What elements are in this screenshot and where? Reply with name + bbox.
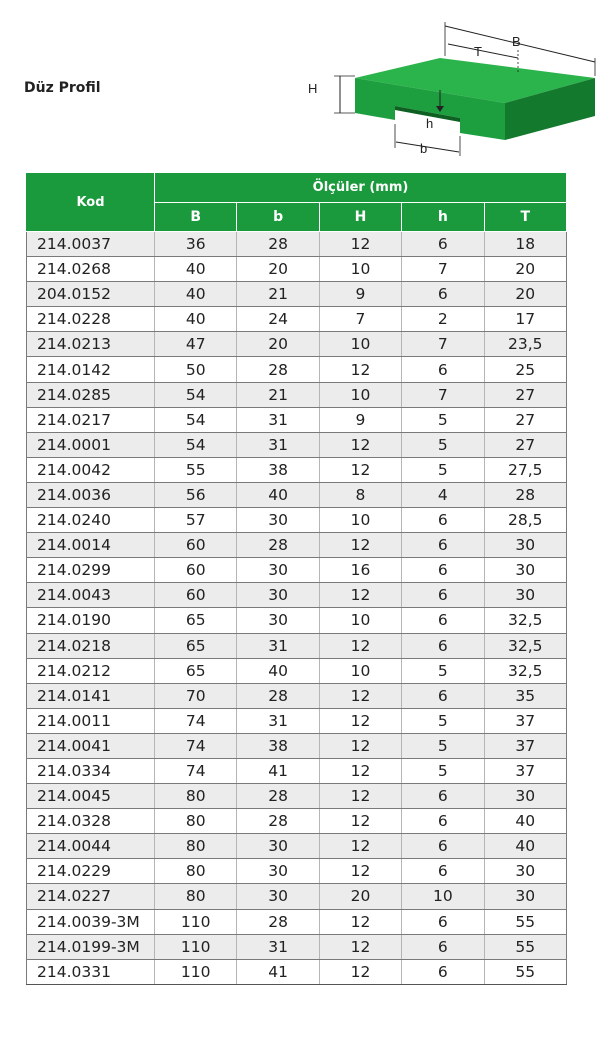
- cell-h: 7: [402, 332, 484, 357]
- cell-code: 214.0142: [27, 357, 155, 382]
- table-row: [27, 658, 567, 683]
- cell-T: 25: [484, 357, 566, 382]
- cell-B: 65: [155, 633, 237, 658]
- table-row: [27, 257, 567, 282]
- cell-h: 6: [402, 683, 484, 708]
- label-H: H: [308, 81, 318, 96]
- cell-T: 55: [484, 909, 566, 934]
- cell-b: 24: [237, 307, 319, 332]
- cell-b: 41: [237, 758, 319, 783]
- cell-h: 6: [402, 834, 484, 859]
- cell-code: 214.0014: [27, 533, 155, 558]
- cell-code: 214.0042: [27, 457, 155, 482]
- cell-H: 9: [319, 407, 401, 432]
- cell-B: 40: [155, 282, 237, 307]
- cell-H: 10: [319, 382, 401, 407]
- cell-H: 12: [319, 708, 401, 733]
- cell-T: 30: [484, 583, 566, 608]
- table-row: [27, 809, 567, 834]
- cell-h: 5: [402, 407, 484, 432]
- cell-B: 74: [155, 708, 237, 733]
- cell-B: 36: [155, 232, 237, 257]
- cell-h: 6: [402, 959, 484, 984]
- cell-code: 214.0268: [27, 257, 155, 282]
- cell-b: 30: [237, 508, 319, 533]
- cell-b: 20: [237, 332, 319, 357]
- cell-B: 80: [155, 859, 237, 884]
- label-h: h: [426, 116, 434, 131]
- cell-h: 6: [402, 909, 484, 934]
- cell-h: 5: [402, 457, 484, 482]
- cell-H: 10: [319, 257, 401, 282]
- table-row: [27, 758, 567, 783]
- header-col-T: T: [484, 202, 566, 232]
- cell-H: 12: [319, 959, 401, 984]
- header-col-b: b: [237, 202, 319, 232]
- cell-T: 28: [484, 482, 566, 507]
- cell-b: 21: [237, 382, 319, 407]
- cell-H: 12: [319, 583, 401, 608]
- cell-B: 47: [155, 332, 237, 357]
- table-row: [27, 533, 567, 558]
- cell-H: 20: [319, 884, 401, 909]
- header-group-dimensions: Ölçüler (mm): [155, 173, 567, 203]
- cell-T: 30: [484, 558, 566, 583]
- cell-h: 6: [402, 232, 484, 257]
- cell-h: 6: [402, 533, 484, 558]
- cell-B: 110: [155, 909, 237, 934]
- cell-code: 214.0227: [27, 884, 155, 909]
- cell-T: 37: [484, 758, 566, 783]
- cell-T: 27: [484, 407, 566, 432]
- cell-T: 40: [484, 809, 566, 834]
- cell-H: 12: [319, 533, 401, 558]
- cell-b: 28: [237, 533, 319, 558]
- cell-H: 12: [319, 357, 401, 382]
- cell-B: 80: [155, 784, 237, 809]
- cell-B: 70: [155, 683, 237, 708]
- cell-H: 12: [319, 232, 401, 257]
- cell-code: 204.0152: [27, 282, 155, 307]
- cell-H: 10: [319, 658, 401, 683]
- cell-h: 6: [402, 583, 484, 608]
- cell-b: 30: [237, 884, 319, 909]
- cell-b: 28: [237, 683, 319, 708]
- cell-T: 23,5: [484, 332, 566, 357]
- cell-code: 214.0001: [27, 432, 155, 457]
- table-row: [27, 357, 567, 382]
- cell-h: 6: [402, 809, 484, 834]
- cell-B: 80: [155, 809, 237, 834]
- table-row: [27, 683, 567, 708]
- label-B: B: [512, 34, 521, 49]
- cell-code: 214.0218: [27, 633, 155, 658]
- table-row: [27, 457, 567, 482]
- cell-h: 6: [402, 357, 484, 382]
- cell-H: 12: [319, 859, 401, 884]
- cell-h: 5: [402, 733, 484, 758]
- profile-diagram: [300, 18, 600, 168]
- cell-H: 10: [319, 332, 401, 357]
- cell-h: 5: [402, 708, 484, 733]
- cell-b: 41: [237, 959, 319, 984]
- cell-T: 55: [484, 934, 566, 959]
- cell-code: 214.0041: [27, 733, 155, 758]
- cell-B: 55: [155, 457, 237, 482]
- header-col-H: H: [319, 202, 401, 232]
- cell-T: 32,5: [484, 608, 566, 633]
- table-row: [27, 482, 567, 507]
- cell-B: 110: [155, 959, 237, 984]
- cell-code: 214.0039-3M: [27, 909, 155, 934]
- cell-b: 38: [237, 733, 319, 758]
- header-col-h: h: [402, 202, 484, 232]
- cell-code: 214.0037: [27, 232, 155, 257]
- cell-h: 6: [402, 934, 484, 959]
- cell-T: 18: [484, 232, 566, 257]
- cell-B: 50: [155, 357, 237, 382]
- table-row: [27, 708, 567, 733]
- cell-b: 30: [237, 583, 319, 608]
- cell-b: 40: [237, 658, 319, 683]
- cell-code: 214.0212: [27, 658, 155, 683]
- cell-T: 30: [484, 784, 566, 809]
- table-row: [27, 959, 567, 984]
- cell-T: 17: [484, 307, 566, 332]
- table-row: [27, 432, 567, 457]
- table-row: [27, 558, 567, 583]
- cell-b: 28: [237, 232, 319, 257]
- cell-H: 12: [319, 909, 401, 934]
- table-row: [27, 784, 567, 809]
- cell-b: 28: [237, 909, 319, 934]
- cell-code: 214.0217: [27, 407, 155, 432]
- cell-b: 30: [237, 859, 319, 884]
- cell-B: 74: [155, 758, 237, 783]
- cell-B: 65: [155, 658, 237, 683]
- cell-b: 20: [237, 257, 319, 282]
- cell-h: 6: [402, 558, 484, 583]
- cell-B: 40: [155, 257, 237, 282]
- cell-T: 37: [484, 708, 566, 733]
- cell-B: 60: [155, 558, 237, 583]
- cell-T: 30: [484, 859, 566, 884]
- cell-code: 214.0045: [27, 784, 155, 809]
- cell-B: 110: [155, 934, 237, 959]
- cell-T: 32,5: [484, 633, 566, 658]
- table-row: [27, 884, 567, 909]
- cell-H: 9: [319, 282, 401, 307]
- cell-h: 10: [402, 884, 484, 909]
- cell-H: 8: [319, 482, 401, 507]
- dimensions-table-wrapper: [26, 172, 566, 985]
- cell-code: 214.0331: [27, 959, 155, 984]
- cell-code: 214.0043: [27, 583, 155, 608]
- cell-b: 21: [237, 282, 319, 307]
- cell-H: 12: [319, 758, 401, 783]
- table-row: [27, 282, 567, 307]
- table-row: [27, 407, 567, 432]
- page-title: Düz Profil: [24, 80, 101, 96]
- cell-T: 30: [484, 884, 566, 909]
- dimension-H: [308, 76, 355, 113]
- cell-b: 30: [237, 608, 319, 633]
- table-row: [27, 934, 567, 959]
- cell-code: 214.0285: [27, 382, 155, 407]
- cell-H: 12: [319, 457, 401, 482]
- cell-H: 12: [319, 633, 401, 658]
- cell-H: 12: [319, 432, 401, 457]
- cell-T: 27: [484, 382, 566, 407]
- cell-T: 27,5: [484, 457, 566, 482]
- cell-T: 35: [484, 683, 566, 708]
- cell-h: 6: [402, 784, 484, 809]
- cell-h: 7: [402, 257, 484, 282]
- cell-code: 214.0334: [27, 758, 155, 783]
- cell-B: 40: [155, 307, 237, 332]
- cell-code: 214.0044: [27, 834, 155, 859]
- cell-H: 12: [319, 683, 401, 708]
- cell-T: 40: [484, 834, 566, 859]
- cell-b: 30: [237, 834, 319, 859]
- cell-H: 7: [319, 307, 401, 332]
- table-row: [27, 232, 567, 257]
- cell-B: 60: [155, 583, 237, 608]
- header-col-B: B: [155, 202, 237, 232]
- cell-code: 214.0036: [27, 482, 155, 507]
- cell-B: 57: [155, 508, 237, 533]
- cell-b: 31: [237, 407, 319, 432]
- cell-h: 5: [402, 432, 484, 457]
- cell-T: 28,5: [484, 508, 566, 533]
- table-row: [27, 583, 567, 608]
- table-row: [27, 633, 567, 658]
- cell-b: 30: [237, 558, 319, 583]
- cell-code: 214.0229: [27, 859, 155, 884]
- cell-code: 214.0213: [27, 332, 155, 357]
- table-row: [27, 382, 567, 407]
- cell-T: 27: [484, 432, 566, 457]
- cell-h: 2: [402, 307, 484, 332]
- cell-code: 214.0228: [27, 307, 155, 332]
- cell-code: 214.0299: [27, 558, 155, 583]
- cell-h: 5: [402, 658, 484, 683]
- table-row: [27, 909, 567, 934]
- cell-B: 54: [155, 382, 237, 407]
- cell-H: 12: [319, 834, 401, 859]
- cell-code: 214.0199-3M: [27, 934, 155, 959]
- cell-H: 12: [319, 784, 401, 809]
- cell-T: 32,5: [484, 658, 566, 683]
- cell-B: 74: [155, 733, 237, 758]
- table-row: [27, 733, 567, 758]
- cell-B: 65: [155, 608, 237, 633]
- header-code: Kod: [27, 173, 155, 232]
- table-row: [27, 332, 567, 357]
- label-b: b: [420, 141, 428, 156]
- cell-h: 6: [402, 282, 484, 307]
- cell-B: 60: [155, 533, 237, 558]
- cell-h: 6: [402, 633, 484, 658]
- cell-H: 12: [319, 733, 401, 758]
- cell-H: 10: [319, 508, 401, 533]
- cell-code: 214.0141: [27, 683, 155, 708]
- cell-h: 4: [402, 482, 484, 507]
- cell-T: 55: [484, 959, 566, 984]
- cell-B: 56: [155, 482, 237, 507]
- cell-b: 28: [237, 809, 319, 834]
- cell-h: 6: [402, 608, 484, 633]
- cell-H: 16: [319, 558, 401, 583]
- cell-H: 12: [319, 809, 401, 834]
- cell-B: 54: [155, 432, 237, 457]
- cell-h: 6: [402, 859, 484, 884]
- cell-h: 7: [402, 382, 484, 407]
- cell-code: 214.0240: [27, 508, 155, 533]
- cell-B: 54: [155, 407, 237, 432]
- cell-b: 31: [237, 934, 319, 959]
- cell-b: 28: [237, 357, 319, 382]
- label-T: T: [474, 44, 482, 59]
- table-row: [27, 834, 567, 859]
- table-row: [27, 508, 567, 533]
- cell-h: 6: [402, 508, 484, 533]
- cell-b: 31: [237, 633, 319, 658]
- table-row: [27, 307, 567, 332]
- cell-code: 214.0011: [27, 708, 155, 733]
- cell-code: 214.0328: [27, 809, 155, 834]
- cell-T: 20: [484, 257, 566, 282]
- cell-B: 80: [155, 884, 237, 909]
- cell-T: 37: [484, 733, 566, 758]
- cell-h: 5: [402, 758, 484, 783]
- table-row: [27, 608, 567, 633]
- cell-b: 31: [237, 432, 319, 457]
- cell-b: 40: [237, 482, 319, 507]
- cell-H: 12: [319, 934, 401, 959]
- cell-H: 10: [319, 608, 401, 633]
- cell-code: 214.0190: [27, 608, 155, 633]
- cell-b: 28: [237, 784, 319, 809]
- table-row: [27, 859, 567, 884]
- cell-b: 31: [237, 708, 319, 733]
- cell-T: 30: [484, 533, 566, 558]
- cell-B: 80: [155, 834, 237, 859]
- dimensions-table: [26, 172, 567, 985]
- cell-T: 20: [484, 282, 566, 307]
- cell-b: 38: [237, 457, 319, 482]
